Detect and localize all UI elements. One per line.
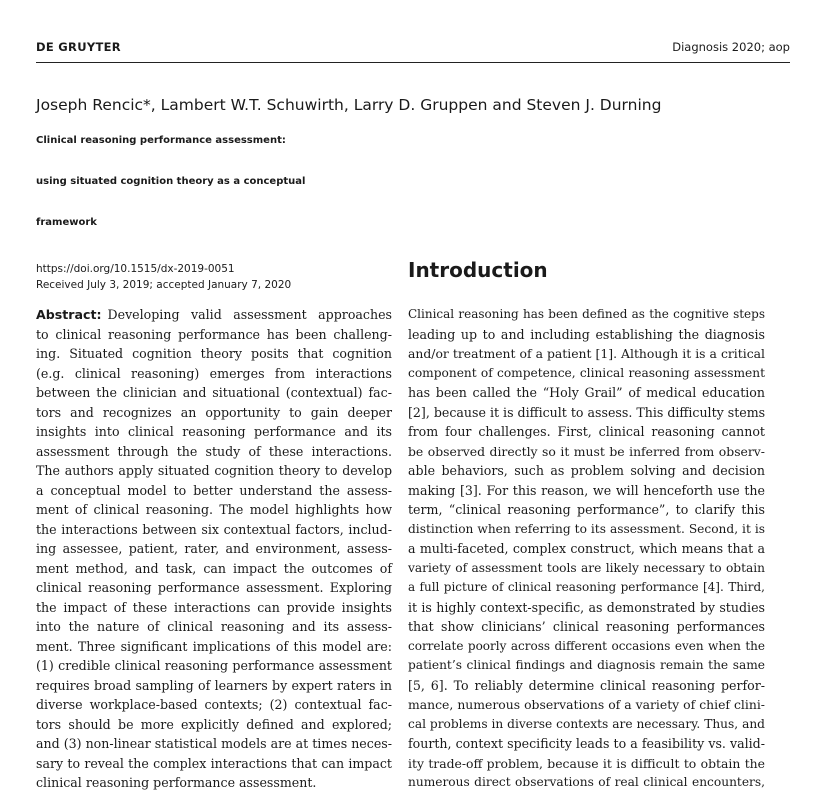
abstract-line: (e.g. clinical reasoning) emerges from interactions — [36, 365, 392, 381]
abstract-line: assessment through the study of these interactions. — [36, 443, 392, 459]
abstract-line: between the clinician and situational (contextual) fac- — [36, 385, 392, 400]
intro-line: distinction when referring to its assessment. Second, it is — [408, 521, 765, 536]
title-line: using situated cognition theory as a conceptual — [36, 176, 306, 187]
abstract-line: insights into clinical reasoning performance and its — [36, 424, 392, 439]
abstract-line: requires broad sampling of learners by expert raters in — [36, 677, 392, 693]
intro-line: and/or treatment of a patient [1]. Although it is a critical — [408, 346, 765, 361]
abstract-line: ment. Three significant implications of this model are: — [36, 638, 392, 654]
intro-line: component of competence, clinical reasoning assessment — [408, 365, 765, 380]
intro-line: be observed directly so it must be inferred from observ- — [408, 443, 765, 459]
abstract-first-line — [36, 305, 392, 325]
intro-line: it is highly context-specific, as demonstrated by studies — [408, 599, 765, 615]
article-title — [36, 120, 796, 243]
abstract-line: (1) credible clinical reasoning performance assessment — [36, 658, 392, 673]
abstract-line: a conceptual model to better understand the assess- — [36, 482, 392, 498]
publisher-name: DE GRUYTER — [36, 40, 121, 54]
abstract-label: Abstract: — [36, 307, 102, 322]
abstract-line: ing assessee, patient, rater, and environment, assess- — [36, 541, 392, 556]
intro-line: [5, 6]. To reliably determine clinical reasoning perfor- — [408, 677, 765, 693]
intro-line: able behaviors, such as problem solving and decision — [408, 463, 765, 478]
intro-line: [2], because it is difficult to assess. This difficulty stems — [408, 404, 766, 420]
intro-line: ity trade-off problem, because it is difficult to obtain the — [408, 755, 765, 771]
intro-line: from four challenges. First, clinical reasoning cannot — [408, 424, 765, 439]
introduction-column — [408, 305, 765, 793]
intro-line: patient’s clinical findings and diagnosis remain the same — [408, 658, 765, 672]
intro-line: cal problems in diverse contexts are necessary. Thus, and — [408, 716, 765, 731]
intro-line: numerous direct observations of real clinical encounters, — [408, 775, 765, 789]
doi-link[interactable]: https://doi.org/10.1515/dx-2019-0051 — [36, 263, 235, 275]
abstract-line: the interactions between six contextual factors, includ- — [36, 521, 392, 537]
intro-line: making [3]. For this reason, we will henceforth use the — [408, 482, 765, 498]
header-rule — [36, 62, 790, 63]
intro-line: Clinical reasoning has been defined as the cognitive steps — [408, 307, 765, 321]
intro-line: leading up to and including establishing the diagnosis — [408, 326, 765, 342]
intro-line: correlate poorly across different occasions even when the — [408, 638, 765, 653]
intro-line: a full picture of clinical reasoning performance [4]. Third, — [408, 580, 765, 594]
abstract-line: to clinical reasoning performance has been challeng- — [36, 326, 392, 342]
abstract-line: diverse workplace-based contexts; (2) contextual fac- — [36, 697, 392, 712]
abstract-line: into the nature of clinical reasoning and its assess- — [36, 619, 392, 634]
abstract-column — [36, 305, 392, 793]
abstract-line: The authors apply situated cognition theory to develop — [36, 463, 392, 478]
intro-line: has been called the “Holy Grail” of medical education — [408, 385, 765, 400]
title-line: framework — [36, 217, 97, 228]
abstract-line: and (3) non-linear statistical models are at times neces- — [36, 736, 392, 751]
received-dates: Received July 3, 2019; accepted January 7, 2020 — [36, 279, 292, 291]
abstract-line: the impact of these interactions can provide insights — [36, 599, 392, 615]
intro-line: variety of assessment tools are likely necessary to obtain — [408, 560, 765, 575]
journal-citation: Diagnosis 2020; aop — [672, 40, 790, 54]
author-list: Joseph Rencic*, Lambert W.T. Schuwirth, Larry D. Gruppen and Steven J. Durning — [36, 96, 662, 114]
introduction-heading: Introduction — [408, 258, 548, 282]
abstract-line: tors and recognizes an opportunity to gain deeper — [36, 404, 392, 420]
intro-line: term, “clinical reasoning performance”, to clarify this — [408, 502, 765, 517]
abstract-line: ment of clinical reasoning. The model highlights how — [36, 502, 392, 517]
abstract-line: ment method, and task, can impact the outcomes of — [36, 560, 392, 576]
abstract-line: clinical reasoning performance assessment. — [36, 775, 317, 790]
article-meta — [36, 261, 291, 293]
abstract-line: clinical reasoning performance assessment. Exploring — [36, 580, 392, 595]
intro-line: that show clinicians’ clinical reasoning performances — [408, 619, 765, 634]
abstract-line: tors should be more explicitly defined and explored; — [36, 716, 392, 732]
intro-line: fourth, context specificity leads to a feasibility vs. valid- — [408, 736, 765, 751]
abstract-line: Developing valid assessment approaches — [107, 307, 392, 322]
abstract-line: sary to reveal the complex interactions that can impact — [36, 755, 392, 771]
abstract-line: ing. Situated cognition theory posits that cognition — [36, 346, 392, 361]
intro-line: a multi-faceted, complex construct, which means that a — [408, 541, 765, 556]
intro-line: mance, numerous observations of a variety of chief clini- — [408, 697, 765, 712]
title-line: Clinical reasoning performance assessment: — [36, 135, 286, 146]
